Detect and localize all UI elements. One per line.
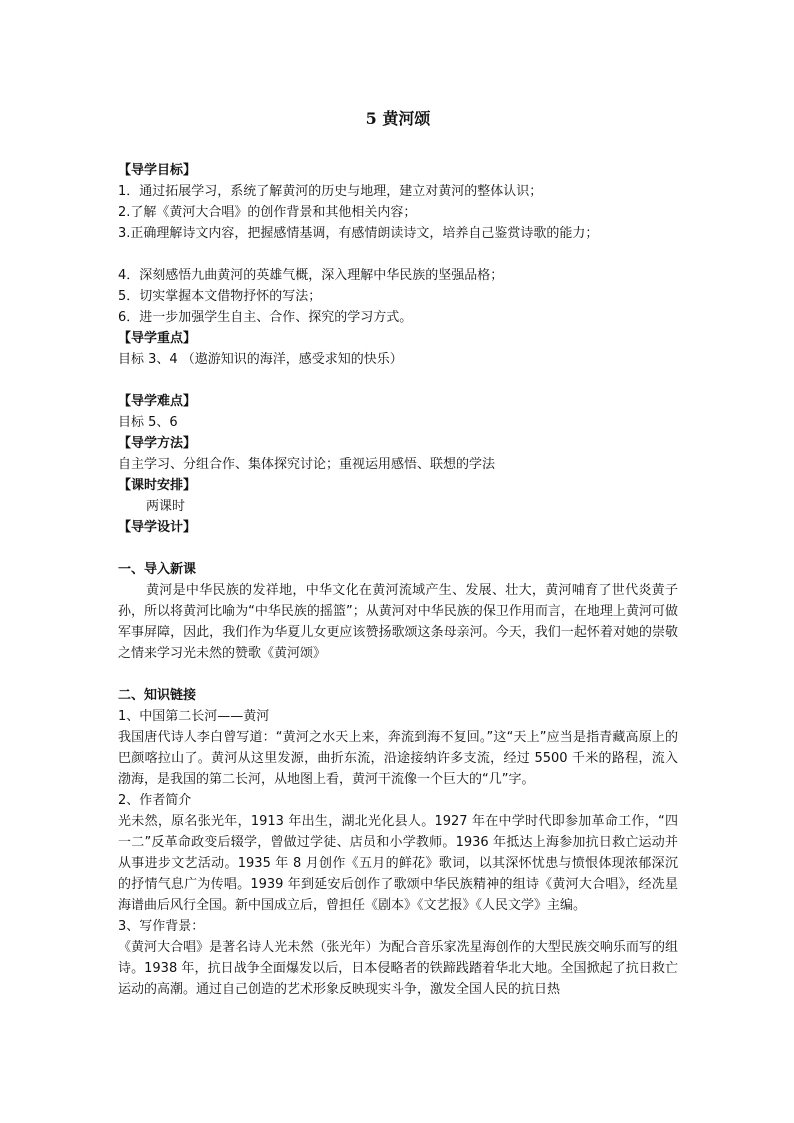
section1-heading: 一、导入新课 <box>118 562 197 577</box>
objective-item-6: 6．进一步加强学生自主、合作、探究的学习方式。 <box>118 310 413 325</box>
key-points-heading: 【导学重点】 <box>118 331 197 346</box>
section2-sub2-title: 2、作者简介 <box>118 793 192 808</box>
objectives-heading: 【导学目标】 <box>118 163 197 178</box>
page-title: 5 黄河颂 <box>365 109 431 128</box>
spacer <box>118 664 678 685</box>
design-heading: 【导学设计】 <box>118 520 197 535</box>
section2-sub3-text: 《黄河大合唱》是著名诗人光未然（张光年）为配合音乐家冼星海创作的大型民族交响乐而写的组诗。1938 年，抗日战争全面爆发以后，日本侵略者的铁蹄践踏着华北大地。全国掀起了抗日救亡运动的高潮。通过自己创造的艺术形象反映现实斗争，激发全国人民的抗日热 <box>118 940 678 997</box>
section2-sub1-title: 1、中国第二长河——黄河 <box>118 709 270 724</box>
section2-sub3-title: 3、写作背景： <box>118 919 205 934</box>
section2-sub2-text: 光未然，原名张光年，1913 年出生，湖北光化县人。1927 年在中学时代即参加革命工作，“四一二”反革命政变后辍学，曾做过学徒、店员和小学教师。1936 年抵达上海参加抗日救亡运动并从事进步文艺活动。1935 年 8 月创作《五月的鲜花》歌词，以其深怀忧患与愤恨体现浓郁深沉的抒情气息广为传唱。1939 年到延安后创作了歌颂中华民族精神的组诗《黄河大合唱》，经冼星海谱曲后风行全国。新中国成立后，曾担任《剧本》《文艺报》《人民文学》主编。 <box>118 814 678 913</box>
objective-item-3: 3.正确理解诗文内容，把握感情基调，有感情朗读诗文，培养自己鉴赏诗歌的能力； <box>118 226 599 241</box>
methods-text: 自主学习、分组合作、集体探究讨论；重视运用感悟、联想的学法 <box>118 457 496 472</box>
objective-item-1: 1．通过拓展学习，系统了解黄河的历史与地理，建立对黄河的整体认识； <box>118 184 543 199</box>
objective-item-5: 5．切实掌握本文借物抒怀的写法； <box>118 289 322 304</box>
document-body <box>118 106 678 1000</box>
schedule-text: 两课时 <box>146 499 186 514</box>
spacer <box>118 244 678 265</box>
difficulties-text: 目标 5、6 <box>118 415 178 430</box>
spacer <box>118 370 678 391</box>
section2-sub1-text: 我国唐代诗人李白曾写道：“黄河之水天上来，奔流到海不复回。”这“天上”应当是指青藏高原上的巴颜喀拉山了。黄河从这里发源，曲折东流，沿途接纳许多支流，经过 5500 千米的路程，流入渤海，是我国的第二长河，从地图上看，黄河干流像一个巨大的“几”字。 <box>118 730 678 787</box>
section2-heading: 二、知识链接 <box>118 688 197 703</box>
methods-heading: 【导学方法】 <box>118 436 197 451</box>
schedule-heading: 【课时安排】 <box>118 478 197 493</box>
objective-item-4: 4．深刻感悟九曲黄河的英雄气概，深入理解中华民族的坚强品格； <box>118 268 504 283</box>
section1-paragraph: 黄河是中华民族的发祥地，中华文化在黄河流域产生、发展、壮大，黄河哺育了世代炎黄子孙，所以将黄河比喻为“中华民族的摇篮”；从黄河对中华民族的保卫作用而言，在地理上黄河可做军事屏障，因此，我们作为华夏儿女更应该赞扬歌颂这条母亲河。今天，我们一起怀着对她的崇敬之情来学习光未然的赞歌《黄河颂》 <box>118 583 678 661</box>
key-points-text: 目标 3、4 （遨游知识的海洋，感受求知的快乐） <box>118 352 403 367</box>
spacer <box>118 538 678 559</box>
difficulties-heading: 【导学难点】 <box>118 394 197 409</box>
objective-item-2: 2.了解《黄河大合唱》的创作背景和其他相关内容； <box>118 205 417 220</box>
